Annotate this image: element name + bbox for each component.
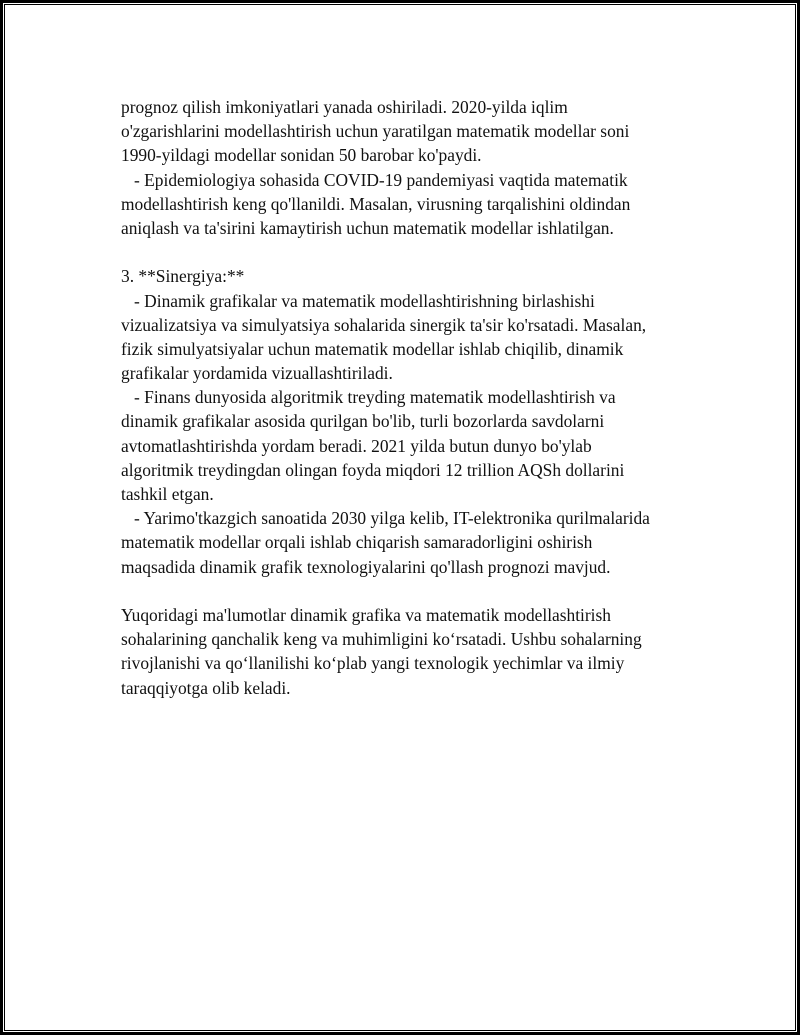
text-line: - Dinamik grafikalar va matematik modellashtirishning birlashishi	[121, 290, 595, 311]
text-line: prognoz qilish imkoniyatlari yanada oshiriladi. 2020-yilda iqlim	[121, 97, 568, 117]
text-line: aniqlash va ta'sirini kamaytirish uchun matematik modellar ishlatilgan.	[121, 217, 614, 238]
text-line: modellashtirish keng qo'llanildi. Masalan, virusning tarqalishini oldindan	[121, 193, 631, 214]
text-line: dinamik grafikalar asosida qurilgan bo'lib, turli bozorlarda savdolarni	[121, 411, 605, 432]
text-line: maqsadida dinamik grafik texnologiyalarini qo'llash prognozi mavjud.	[121, 556, 611, 577]
text-line: taraqqiyotga olib keladi.	[121, 677, 291, 698]
text-line: avtomatlashtirishda yordam beradi. 2021 yilda butun dunyo bo'ylab	[121, 435, 592, 456]
text-line: grafikalar yordamida vizuallashtiriladi.	[121, 363, 393, 384]
section-heading: 3. **Sinergiya:**	[121, 266, 245, 287]
text-line: Yuqoridagi ma'lumotlar dinamik grafika va matematik modellashtirish	[121, 604, 611, 625]
text-line: - Yarimo'tkazgich sanoatida 2030 yilga kelib, IT-elektronika qurilmalarida	[121, 508, 650, 529]
blank-line	[121, 579, 721, 603]
text-line: fizik simulyatsiyalar uchun matematik modellar ishlab chiqilib, dinamik	[121, 338, 624, 359]
blank-line	[121, 240, 721, 264]
text-line: algoritmik treydingdan olingan foyda miqdori 12 trillion AQSh dollarini	[121, 459, 625, 480]
text-line: rivojlanishi va qo‘llanilishi ko‘plab yangi texnologik yechimlar va ilmiy	[121, 653, 625, 674]
text-line: - Epidemiologiya sohasida COVID-19 pandemiyasi vaqtida matematik	[121, 169, 628, 190]
text-line: matematik modellar orqali ishlab chiqarish samaradorligini oshirish	[121, 532, 593, 553]
text-line: 1990-yildagi modellar sonidan 50 barobar ko'paydi.	[121, 145, 482, 166]
text-line: vizualizatsiya va simulyatsiya sohalarida sinergik ta'sir ko'rsatadi. Masalan,	[121, 314, 647, 335]
text-line: sohalarining qanchalik keng va muhimligini ko‘rsatadi. Ushbu sohalarning	[121, 629, 642, 650]
document-body	[121, 95, 721, 700]
text-line: o'zgarishlarini modellashtirish uchun yaratilgan matematik modellar soni	[121, 121, 630, 142]
text-line: tashkil etgan.	[121, 484, 214, 504]
text-line: - Finans dunyosida algoritmik treyding matematik modellashtirish va	[121, 387, 616, 408]
